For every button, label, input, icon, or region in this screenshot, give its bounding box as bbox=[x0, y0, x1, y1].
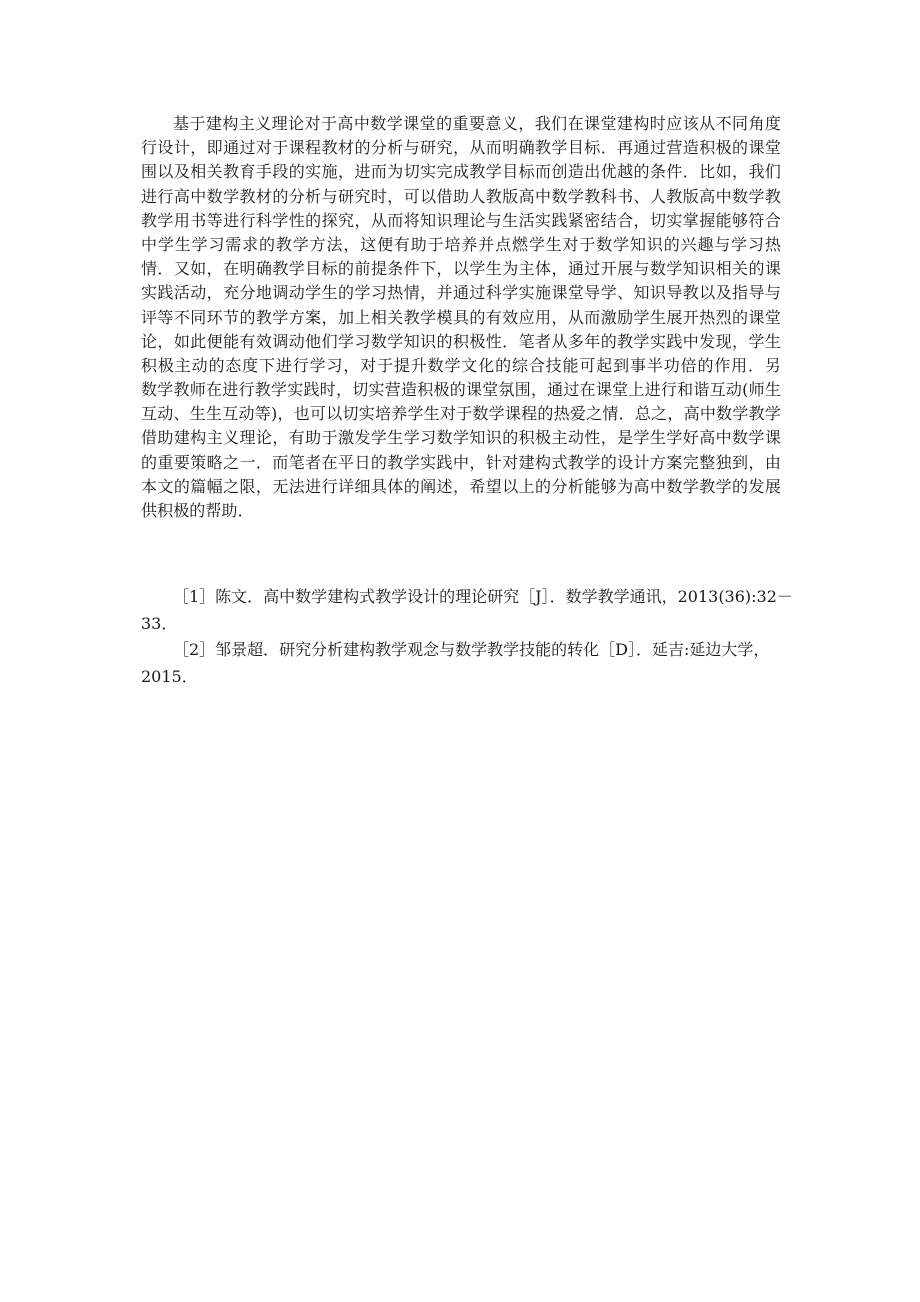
reference-item-1-line-2: 33． bbox=[141, 613, 178, 633]
reference-list bbox=[141, 584, 793, 690]
paragraph-line: 基于建构主义理论对于高中数学课堂的重要意义，我们在课堂建构时应该从不同角度 bbox=[173, 114, 781, 133]
paragraph-line: 数学教师在进行教学实践时，切实营造积极的课堂氛围，通过在课堂上进行和谐互动(师生 bbox=[141, 380, 781, 400]
paragraph-line: 本文的篇幅之限，无法进行详细具体的阐述，希望以上的分析能够为高中数学教学的发展 bbox=[141, 476, 781, 496]
paragraph-line: 论，如此便能有效调动他们学习数学知识的积极性．笔者从多年的教学实践中发现，学生 bbox=[141, 331, 781, 351]
paragraph-line: 行设计，即通过对于课程教材的分析与研究，从而明确教学目标．再通过营造积极的课堂 bbox=[141, 138, 781, 158]
body-paragraph bbox=[141, 112, 781, 523]
paragraph-line: 积极主动的态度下进行学习，对于提升数学文化的综合技能可起到事半功倍的作用．另 bbox=[141, 355, 781, 375]
paragraph-line: 教学用书等进行科学性的探究，从而将知识理论与生活实践紧密结合，切实掌握能够符合 bbox=[141, 210, 781, 230]
paragraph-line: 实践活动，充分地调动学生的学习热情，并通过科学实施课堂导学、知识导教以及指导与 bbox=[141, 283, 781, 303]
reference-item-2-line-2: 2015． bbox=[141, 666, 198, 686]
paragraph-line: 的重要策略之一．而笔者在平日的教学实践中，针对建构式教学的设计方案完整独到，由 bbox=[141, 452, 781, 472]
reference-item-1-line-1: ［1］陈文．高中数学建构式教学设计的理论研究［J］．数学教学通讯，2013(36):32－ bbox=[173, 587, 793, 606]
paragraph-line: 围以及相关教育手段的实施，进而为切实完成教学目标而创造出优越的条件．比如，我们 bbox=[141, 162, 781, 182]
paragraph-line: 评等不同环节的教学方案，加上相关教学模具的有效应用，从而激励学生展开热烈的课堂 bbox=[141, 307, 781, 327]
paragraph-line: 进行高中数学教材的分析与研究时，可以借助人教版高中数学教科书、人教版高中数学教 bbox=[141, 186, 781, 206]
paragraph-line: 中学生学习需求的教学方法，这便有助于培养并点燃学生对于数学知识的兴趣与学习热 bbox=[141, 234, 781, 254]
paragraph-line: 供积极的帮助． bbox=[141, 501, 254, 520]
paragraph-line: 借助建构主义理论，有助于激发学生学习数学知识的积极主动性，是学生学好高中数学课 bbox=[141, 428, 781, 448]
paragraph-line: 互动、生生互动等)，也可以切实培养学生对于数学课程的热爱之情．总之，高中数学教学 bbox=[141, 404, 781, 424]
reference-item-2-line-1: ［2］邹景超．研究分析建构教学观念与数学教学技能的转化［D］．延吉:延边大学， bbox=[173, 640, 770, 659]
paragraph-line: 情．又如，在明确教学目标的前提条件下，以学生为主体，通过开展与数学知识相关的课 bbox=[141, 259, 781, 279]
